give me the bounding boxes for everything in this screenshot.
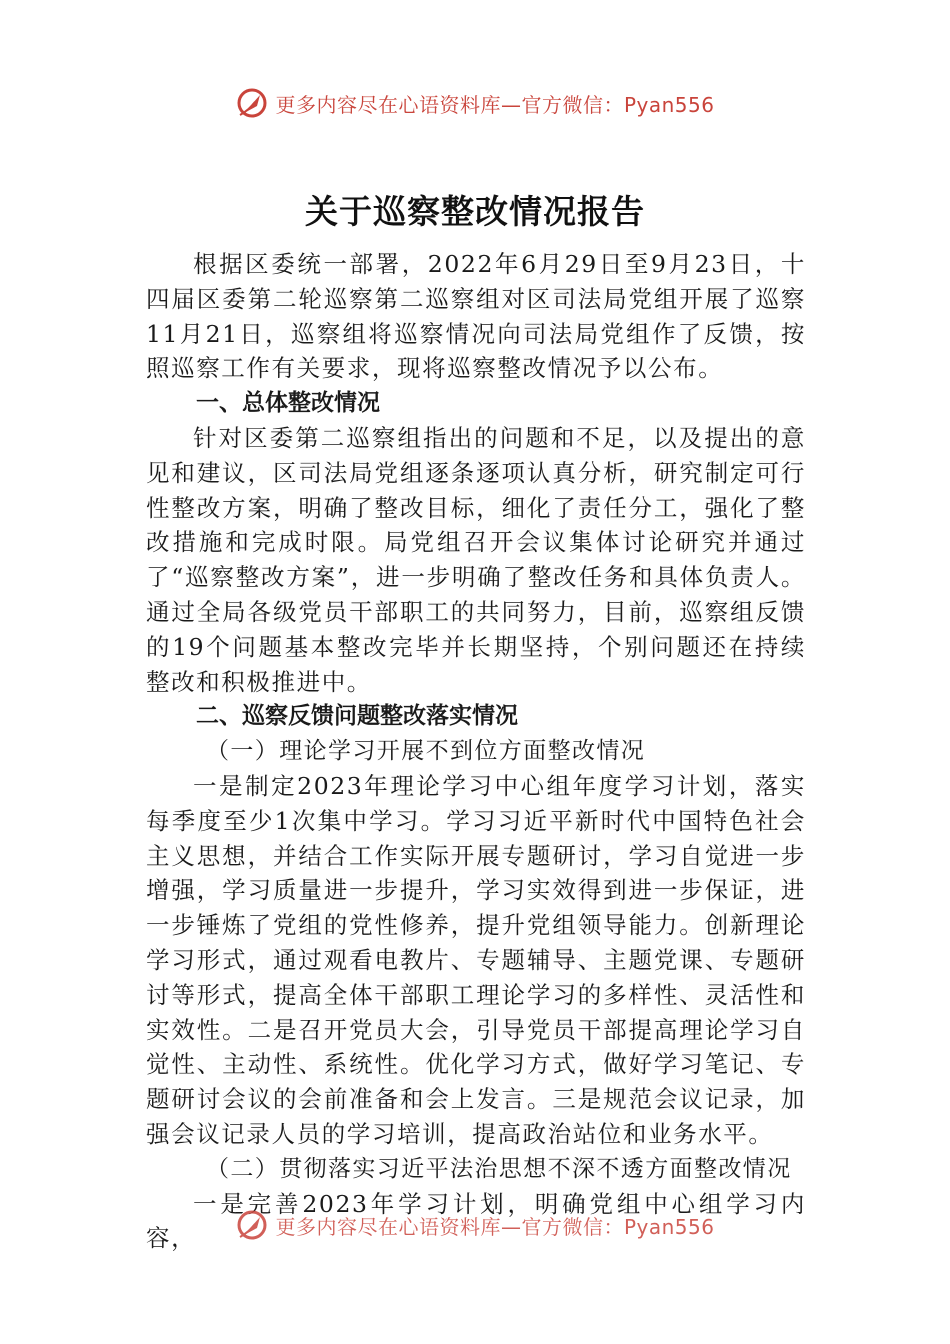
header-watermark-banner [0, 86, 950, 120]
footer-watermark-banner [0, 1208, 950, 1242]
document-body [146, 247, 806, 1256]
quill-logo-icon [235, 86, 269, 120]
footer-banner-text: 更多内容尽在心语资料库—官方微信：Pyan556 [275, 1214, 715, 1239]
subsection-1-heading: （一）理论学习开展不到位方面整改情况 [206, 738, 646, 765]
section-1-paragraph: 针对区委第二巡察组指出的问题和不足，以及提出的意见和建议，区司法局党组逐条逐项认真分析，研究制定可行性整改方案，明确了整改目标，细化了责任分工，强化了整改措施和完成时限。局党组召开会议集体讨论研究并通过了“巡察整改方案”，进一步明确了整改任务和具体负责人。通过全局各级党员干部职工的共同努力，目前，巡察组反馈的19个问题基本整改完毕并长期坚持，个别问题还在持续整改和积极推进中。 [146, 423, 806, 696]
subsection-2-heading: （二）贯彻落实习近平法治思想不深不透方面整改情况 [206, 1155, 792, 1182]
header-banner-text: 更多内容尽在心语资料库—官方微信：Pyan556 [275, 92, 715, 117]
subsection-1-paragraph: 一是制定2023年理论学习中心组年度学习计划，落实每季度至少1次集中学习。学习习近平新时代中国特色社会主义思想，并结合工作实际开展专题研讨，学习自觉进一步增强，学习质量进一步提升，学习实效得到进一步保证，进一步锤炼了党组的党性修养，提升党组领导能力。创新理论学习形式，通过观看电教片、专题辅导、主题党课、专题研讨等形式，提高全体干部职工理论学习的多样性、灵活性和实效性。二是召开党员大会，引导党员干部提高理论学习自觉性、主动性、系统性。优化学习方式，做好学习笔记、专题研讨会议的会前准备和会上发言。三是规范会议记录，加强会议记录人员的学习培训，提高政治站位和业务水平。 [146, 771, 806, 1148]
subsection-2-paragraph: 一是完善2023年学习计划，明确党组中心组学习内容， [146, 1189, 806, 1253]
section-2-heading: 二、巡察反馈问题整改落实情况 [196, 703, 518, 730]
document-title: 关于巡察整改情况报告 [305, 192, 645, 231]
section-1-heading: 一、总体整改情况 [196, 390, 380, 417]
intro-paragraph: 根据区委统一部署，2022年6月29日至9月23日，十四届区委第二轮巡察第二巡察组对区司法局党组开展了巡察11月21日，巡察组将巡察情况向司法局党组作了反馈，按照巡察工作有关要求，现将巡察整改情况予以公布。 [146, 250, 806, 383]
quill-logo-icon [235, 1208, 269, 1242]
